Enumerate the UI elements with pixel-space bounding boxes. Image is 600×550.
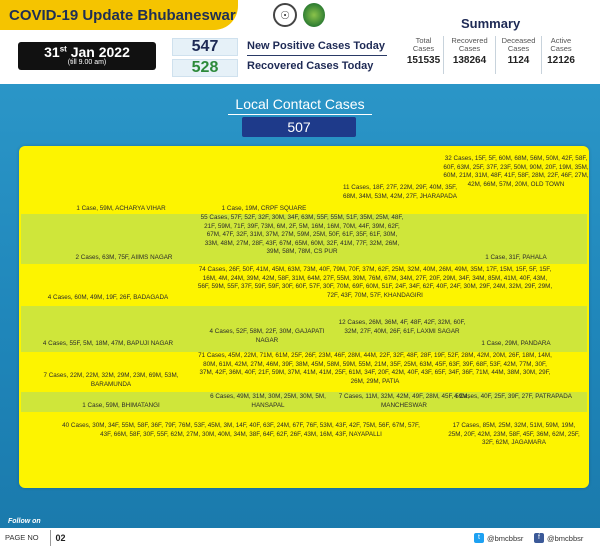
footer <box>0 528 600 550</box>
summary-value: 138264 <box>452 55 487 66</box>
table-cell: 4 Cases, 52F, 58M, 22F, 30M, GAJAPATI NAGAR <box>209 328 325 344</box>
table-cell: 4 Cases, 40F, 25F, 39F, 27F, PATRAPADA <box>454 393 572 400</box>
summary-total <box>404 36 444 74</box>
summary-title: Summary <box>461 16 521 31</box>
table-cell: 1 Case, 59M, BHIMATANGI <box>82 402 160 409</box>
table-cell: 17 Cases, 85M, 25M, 32M, 51M, 59M, 19M, 25M, 20F, 42M, 23M, 58F, 45F, 36M, 62M, 25F, 32F, 62M, JAGAMARA <box>448 422 580 446</box>
summary-label: Total Cases <box>412 36 435 53</box>
table-cell: 1 Case, 31F, PAHALA <box>485 254 547 261</box>
table-row <box>21 264 587 306</box>
table-cell: 2 Cases, 63M, 75F, AIIMS NAGAR <box>75 254 173 261</box>
local-contact-title: Local Contact Cases <box>235 96 365 112</box>
summary-value: 151535 <box>406 55 441 66</box>
table-cell: 7 Cases, 22M, 22M, 32M, 29M, 23M, 69M, 53M, BARAMUNDA <box>43 372 179 388</box>
table-cell: 1 Case, 59M, ACHARYA VIHAR <box>76 205 166 212</box>
follow-label: Follow on <box>8 518 41 525</box>
table-row <box>21 152 587 214</box>
page-number: 02 <box>50 530 70 546</box>
bmc-logo-icon <box>303 3 325 27</box>
header <box>0 0 600 84</box>
page-label: PAGE NO <box>5 533 39 542</box>
table-row <box>21 214 587 264</box>
facebook-handle: @bmcbbsr <box>547 533 584 543</box>
table-cell: 1 Case, 29M, PANDARA <box>481 340 551 347</box>
summary-deceased <box>496 36 542 74</box>
twitter-icon: t <box>474 533 484 543</box>
table-row <box>21 352 587 392</box>
table-row <box>21 422 587 466</box>
govt-logo-icon: ☉ <box>273 3 297 27</box>
table-cell: 1 Case, 19M, CRPF SQUARE <box>221 205 307 212</box>
recovered-label: Recovered Cases Today <box>247 60 374 72</box>
table-cell: 4 Cases, 55F, 5M, 18M, 47M, BAPUJI NAGAR <box>42 340 174 347</box>
local-contact-count: 507 <box>242 117 356 137</box>
summary-label: Recovered Cases <box>451 36 488 53</box>
date-box <box>18 42 156 70</box>
table-cell: 6 Cases, 49M, 31M, 30M, 25M, 30M, 5M, HANSAPAL <box>210 393 326 409</box>
table-row <box>21 306 587 352</box>
table-cell: 7 Cases, 11M, 32M, 42M, 49F, 28M, 45F, 59M, MANCHESWAR <box>338 393 470 409</box>
table-cell: 74 Cases, 26F, 50F, 41M, 45M, 63M, 73M, 40F, 79M, 70F, 37M, 62F, 25M, 32M, 40M, 26M, 49M, 35M, 17F, 15M, 15F, 5F, 15F, 16M, 4M, 24M, 39M, 42M, 58F, 31M, 64M, 27F, 55M, 39M, 76M, 67M, 34M, 27F, 20F, 29M, 34F, 34M, 85M, 41M, 40F, 43M, 56F, 59M, 55F, 37F, 59F, 59F, 30F, 60F, 57F, 30F, 70M, 69F, 60M, 51F, 24F, 34F, 62F, 40F, 24F, 30M, 29F, 24M, 32M, 29F, 29M, 72F, 43F, 70M, 57F, KHANDAGIRI <box>197 266 553 299</box>
twitter-handle: @bmcbbsr <box>487 533 524 543</box>
table-cell: 40 Cases, 30M, 34F, 55M, 58F, 36F, 79F, 76M, 53F, 45M, 3M, 14F, 40F, 63F, 24M, 67F, 76F, 53M, 43F, 42F, 75M, 56F, 67M, 57F, 43F, 66M, 58F, 30F, 55F, 62M, 27M, 30M, 40M, 34M, 38F, 64F, 62F, 26F, 43M, 16M, 43F, NAYAPALLI <box>62 422 420 438</box>
date-text: 31st Jan 2022 <box>44 44 130 60</box>
table-cell: 4 Cases, 60M, 49M, 19F, 26F, BADAGADA <box>47 294 169 301</box>
facebook-link[interactable] <box>534 533 583 543</box>
new-positive-count: 547 <box>172 38 238 56</box>
summary-label: Deceased Cases <box>501 36 536 53</box>
summary-label: Active Cases <box>550 36 572 53</box>
facebook-icon: f <box>534 533 544 543</box>
recovered-count: 528 <box>172 59 238 77</box>
table-cell: 11 Cases, 18F, 27F, 22M, 29F, 40M, 35F, 68M, 34M, 53M, 42M, 27F, JHARAPADA <box>343 184 457 200</box>
divider <box>247 55 387 56</box>
page-title: COVID-19 Update Bhubaneswar <box>9 6 236 24</box>
title-bar <box>0 0 238 30</box>
table-row <box>21 392 587 412</box>
summary-value: 1124 <box>507 55 530 66</box>
divider <box>228 114 372 115</box>
table-cell: 55 Cases, 57F, 52F, 32F, 30M, 34F, 63M, 55F, 55M, 51F, 35M, 25M, 48F, 21F, 59M, 71F, 39F, 73M, 6M, 2F, 5M, 16M, 16M, 70M, 44F, 39M, 62F, 67M, 47F, 32F, 31M, 37M, 27M, 59M, 25M, 50F, 61F, 35F, 61F, 30M, 33M, 48M, 27M, 28F, 43F, 67M, 65M, 60M, 32F, 41M, 77F, 32M, 26M, 39M, 58M, 78M, CS PUR <box>200 214 404 255</box>
new-positive-label: New Positive Cases Today <box>247 40 385 52</box>
table-cell: 32 Cases, 15F, 5F, 60M, 68M, 56M, 50M, 42F, 58F, 60F, 63M, 25F, 37F, 23F, 50M, 90M, 20F, 19M, 35M, 60M, 21M, 31M, 48F, 41F, 58F, 28M, 22F, 46F, 27M, 42M, 66M, 57M, 20M, OLD TOWN <box>443 155 589 188</box>
table-cell: 12 Cases, 26M, 36M, 4F, 48F, 42F, 32M, 60F, 32M, 27F, 40M, 26F, 61F, LAXMI SAGAR <box>338 319 466 335</box>
twitter-link[interactable] <box>474 533 523 543</box>
table-cell: 71 Cases, 45M, 22M, 71M, 61M, 25F, 26F, 23M, 46F, 28M, 44M, 22F, 32F, 48F, 28F, 19F, 52F, 28M, 42M, 20M, 26F, 18M, 14M, 80M, 61M, 42M, 27M, 46M, 39F, 38M, 45M, 58M, 59M, 55M, 21M, 35F, 25M, 63M, 45F, 63F, 39F, 68F, 53F, 42M, 77M, 30F, 37M, 42F, 36M, 40F, 21F, 59M, 37M, 41M, 41M, 25F, 61M, 34F, 20F, 42M, 40F, 43F, 65F, 34F, 36F, 71M, 44M, 38M, 30M, 29F, 26M, 29M, PATIA <box>198 352 552 385</box>
summary-active <box>542 36 580 74</box>
summary-recovered <box>444 36 496 74</box>
summary-value: 12126 <box>547 55 575 66</box>
time-note: (till 9.00 am) <box>67 59 107 66</box>
